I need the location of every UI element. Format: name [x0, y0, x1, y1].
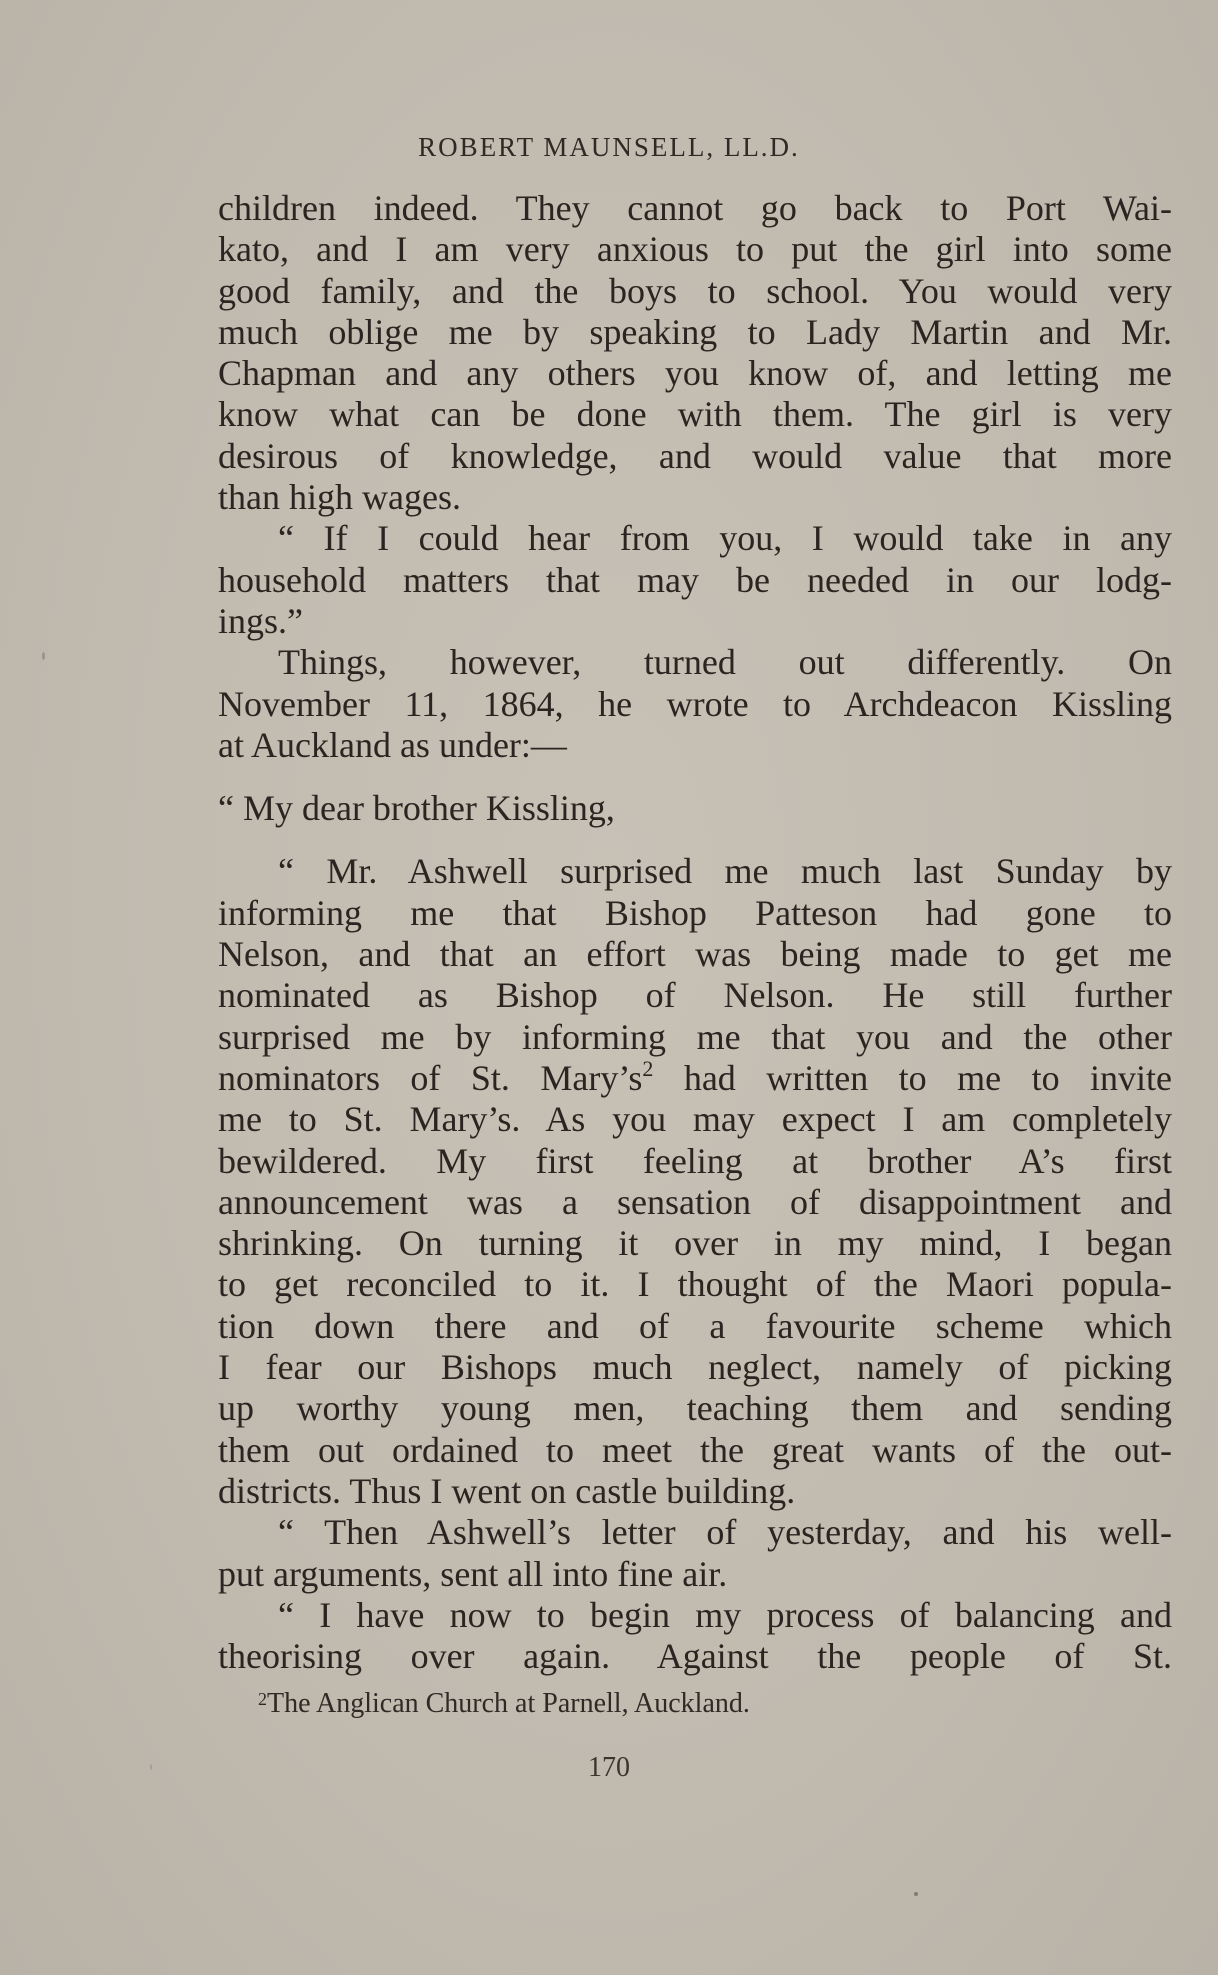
- text-line: [218, 1430, 1172, 1471]
- text-line-content: “ If I could hear from you, I would take in any: [278, 518, 1172, 559]
- text-line-content: me to St. Mary’s. As you may expect I am completely: [218, 1099, 1172, 1140]
- line-gap: [218, 766, 1172, 788]
- text-line-content: tion down there and of a favourite scheme which: [218, 1305, 1172, 1346]
- text-line: [218, 684, 1172, 725]
- text-line-content: surprised me by informing me that you and the other: [218, 1016, 1172, 1057]
- text-line: [218, 436, 1172, 477]
- text-line-content: Chapman and any others you know of, and letting me: [218, 353, 1172, 394]
- text-line: [218, 1306, 1172, 1347]
- text-line: [218, 394, 1172, 435]
- footnote: [258, 1688, 750, 1720]
- running-header: ROBERT MAUNSELL, LL.D.: [418, 132, 800, 162]
- text-line-content: to get reconciled to it. I thought of the Maori popula-: [218, 1264, 1172, 1305]
- text-line: [218, 1554, 1172, 1595]
- text-line-content: theorising over again. Against the people of St.: [218, 1636, 1172, 1677]
- text-line-content: them out ordained to meet the great wants of the out-: [218, 1429, 1172, 1470]
- text-line: [218, 477, 1172, 518]
- text-line-content: nominators of St. Mary’s: [218, 1057, 643, 1098]
- text-line-content: “ Then Ashwell’s letter of yesterday, and his well-: [278, 1512, 1172, 1553]
- text-line-content: “ Mr. Ashwell surprised me much last Sunday by: [278, 851, 1172, 892]
- text-line: [218, 1471, 1172, 1512]
- text-line-content: desirous of knowledge, and would value that more: [218, 435, 1172, 476]
- text-line-content: shrinking. On turning it over in my mind, I began: [218, 1223, 1172, 1264]
- text-line: [218, 893, 1172, 934]
- text-line: [218, 851, 1172, 892]
- text-line: [218, 1595, 1172, 1636]
- text-line-content: “ I have now to begin my process of balancing and: [278, 1594, 1172, 1635]
- text-line: [218, 353, 1172, 394]
- text-line-content: good family, and the boys to school. You would very: [218, 270, 1172, 311]
- text-line: [218, 642, 1172, 683]
- text-line-content: ings.”: [218, 600, 303, 641]
- text-line-content: informing me that Bishop Patteson had gone to: [218, 892, 1172, 933]
- text-line-content: put arguments, sent all into fine air.: [218, 1553, 728, 1594]
- text-line-content: kato, and I am very anxious to put the girl into some: [218, 229, 1172, 270]
- text-line: [218, 560, 1172, 601]
- text-line: [218, 188, 1172, 229]
- text-line-content: districts. Thus I went on castle building.: [218, 1470, 796, 1511]
- text-line-content: children indeed. They cannot go back to Port Wai-: [218, 188, 1172, 228]
- footnote-reference: 2: [642, 1055, 654, 1081]
- text-line: [218, 1347, 1172, 1388]
- text-line: [218, 1017, 1172, 1058]
- text-line-content: much oblige me by speaking to Lady Martin and Mr.: [218, 311, 1172, 352]
- paper-speck: [914, 1892, 918, 1896]
- paper-speck: [42, 652, 45, 660]
- paper-speck: [150, 1764, 152, 1770]
- text-line: [218, 601, 1172, 642]
- text-line-content: Things, however, turned out differently. On: [278, 642, 1172, 683]
- text-line-content: “ My dear brother Kissling,: [218, 788, 615, 829]
- text-line: [218, 229, 1172, 270]
- text-line: [218, 1223, 1172, 1264]
- text-line-content: at Auckland as under:—: [218, 724, 567, 765]
- text-line-content: know what can be done with them. The girl is very: [218, 394, 1172, 435]
- text-line-content: household matters that may be needed in our lodg-: [218, 559, 1172, 600]
- text-line-content: up worthy young men, teaching them and sending: [218, 1388, 1172, 1429]
- text-line-content: announcement was a sensation of disappointment and: [218, 1181, 1172, 1222]
- text-line: [218, 271, 1172, 312]
- text-line-content: nominated as Bishop of Nelson. He still further: [218, 975, 1172, 1016]
- text-line-content: bewildered. My first feeling at brother A’s first: [218, 1140, 1172, 1181]
- text-line-content: Nelson, and that an effort was being made to get me: [218, 934, 1172, 975]
- text-line: [218, 1141, 1172, 1182]
- body-text: [218, 188, 1172, 1677]
- text-line-content: I fear our Bishops much neglect, namely of picking: [218, 1347, 1172, 1388]
- text-line: [218, 1512, 1172, 1553]
- text-line: [218, 1264, 1172, 1305]
- page-number: 170: [588, 1752, 630, 1783]
- text-line-content: November 11, 1864, he wrote to Archdeacon Kissling: [218, 683, 1172, 724]
- text-line: [218, 312, 1172, 353]
- footnote-text: The Anglican Church at Parnell, Auckland.: [267, 1688, 750, 1719]
- text-line: [218, 788, 1172, 829]
- text-line: [218, 1388, 1172, 1429]
- text-line: [218, 1636, 1172, 1677]
- text-line: [218, 725, 1172, 766]
- text-line-continuation: had written to me to invite: [653, 1057, 1173, 1098]
- text-line: [218, 1099, 1172, 1140]
- text-line: [218, 518, 1172, 559]
- footnote-marker: 2: [258, 1689, 267, 1709]
- text-line: [218, 934, 1172, 975]
- text-line: [218, 975, 1172, 1016]
- text-line: [218, 1055, 1173, 1099]
- line-gap: [218, 829, 1172, 851]
- text-line: [218, 1182, 1172, 1223]
- text-line-content: than high wages.: [218, 477, 461, 518]
